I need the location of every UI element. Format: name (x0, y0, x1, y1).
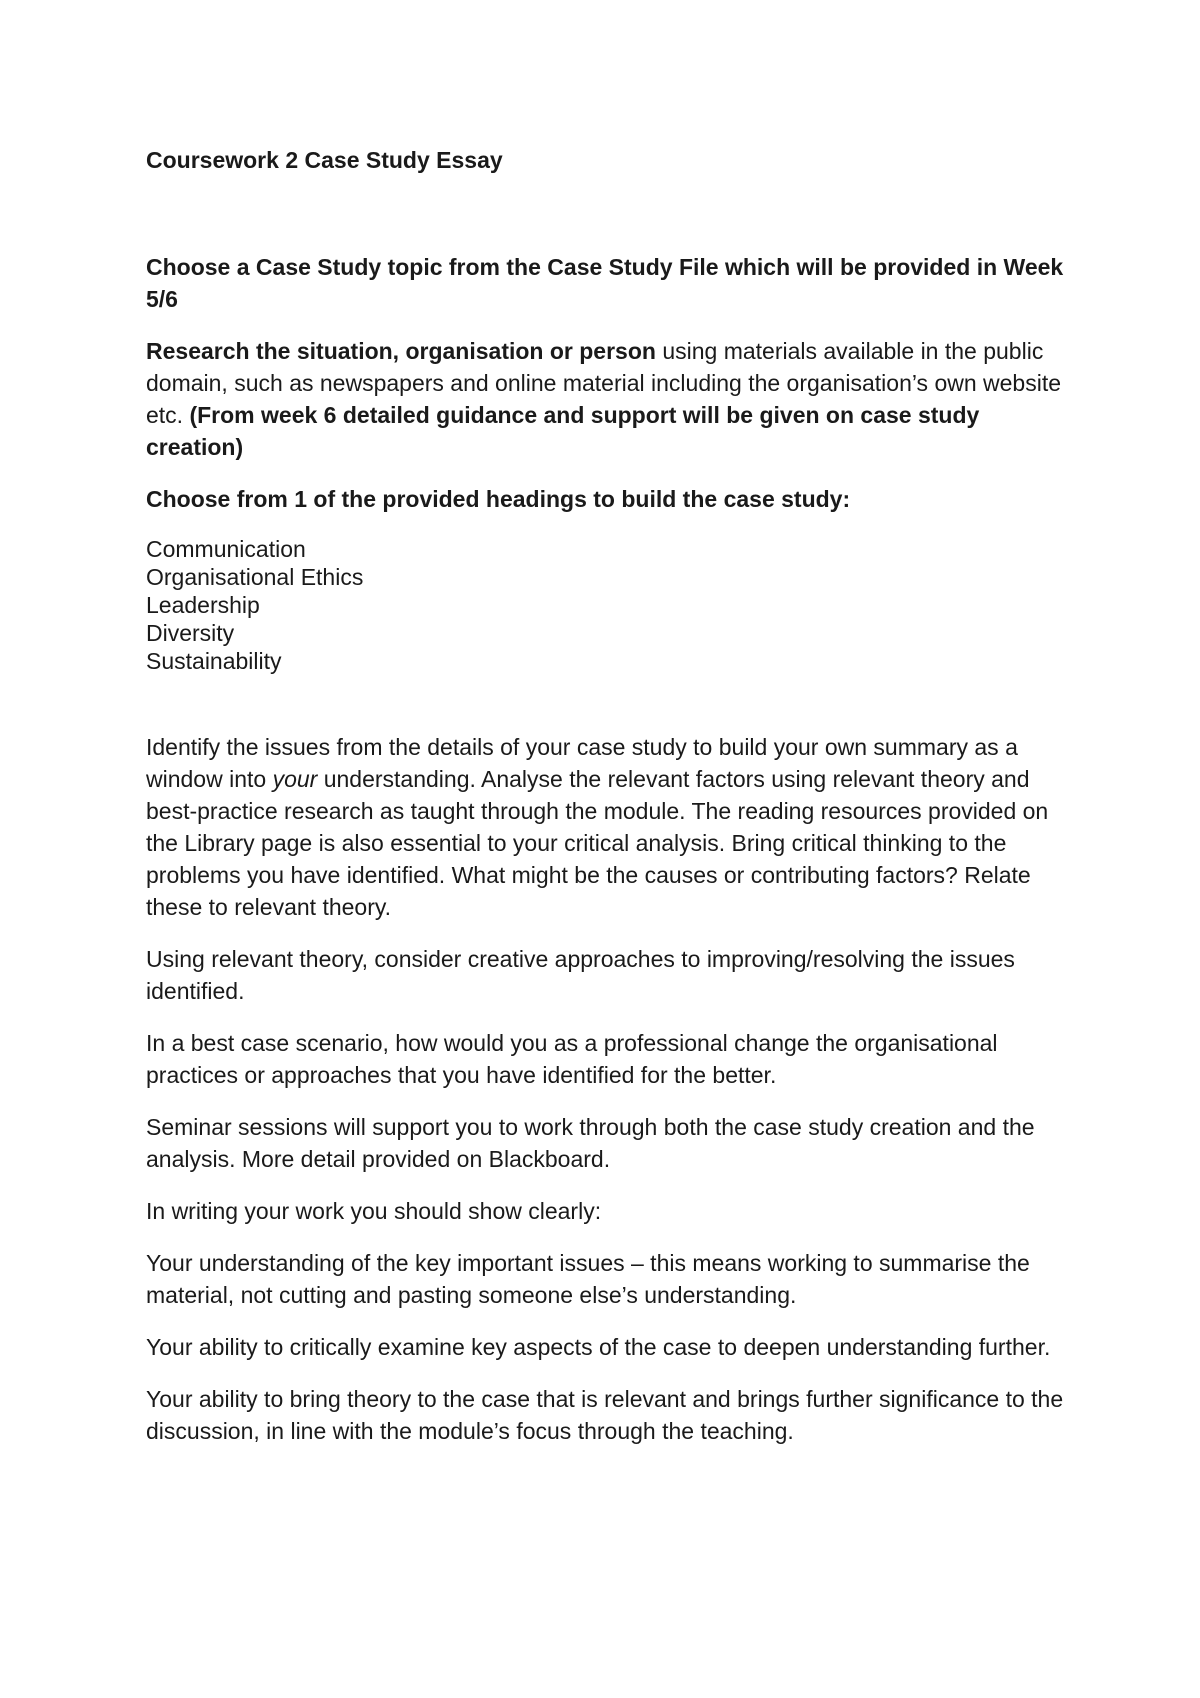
list-item: Sustainability (146, 648, 282, 674)
research-bold-lead: Research the situation, organisation or person (146, 338, 656, 364)
identify-paragraph (146, 731, 1066, 923)
understanding-paragraph: Your understanding of the key important issues – this means working to summarise the material, not cutting and pasting someone else’s understanding. (146, 1250, 1030, 1308)
seminar-paragraph: Seminar sessions will support you to work through both the case study creation and the analysis. More detail provided on Blackboard. (146, 1114, 1035, 1172)
best-case-paragraph: In a best case scenario, how would you as a professional change the organisational practices or approaches that you have identified for the better. (146, 1030, 998, 1088)
theory-paragraph: Your ability to bring theory to the case that is relevant and brings further significance to the discussion, in line with the module’s focus through the teaching. (146, 1386, 1064, 1444)
writing-paragraph: In writing your work you should show clearly: (146, 1198, 602, 1224)
headings-list (146, 535, 1066, 675)
list-item: Leadership (146, 592, 260, 618)
research-bold-tail: (From week 6 detailed guidance and support will be given on case study creation) (146, 402, 980, 460)
using-theory-paragraph: Using relevant theory, consider creative approaches to improving/resolving the issues identified. (146, 946, 1015, 1004)
choose-topic-paragraph: Choose a Case Study topic from the Case Study File which will be provided in Week 5/6 (146, 254, 1064, 312)
identify-text-2: understanding. Analyse the relevant factors using relevant theory and best-practice research as taught through the module. The reading resources provided on the Library page is also essential to your critical analysis. Bring critical thinking to the problems you have identified. What might be the causes or contributing factors? Relate these to relevant theory. (146, 766, 1049, 920)
list-item: Diversity (146, 620, 235, 646)
choose-heading-paragraph: Choose from 1 of the provided headings to build the case study: (146, 486, 851, 512)
document-body (146, 251, 1066, 1467)
examine-paragraph: Your ability to critically examine key aspects of the case to deepen understanding further. (146, 1334, 1051, 1360)
list-item: Organisational Ethics (146, 564, 364, 590)
research-text: using materials available in the public domain, such as newspapers and online material including the organisation’s own website etc. (146, 338, 1062, 428)
research-paragraph (146, 335, 1066, 463)
document-title: Coursework 2 Case Study Essay (146, 147, 503, 173)
identify-italic: your (272, 766, 318, 792)
identify-text-1: Identify the issues from the details of your case study to build your own summary as a window into (146, 734, 1018, 792)
list-item: Communication (146, 536, 306, 562)
